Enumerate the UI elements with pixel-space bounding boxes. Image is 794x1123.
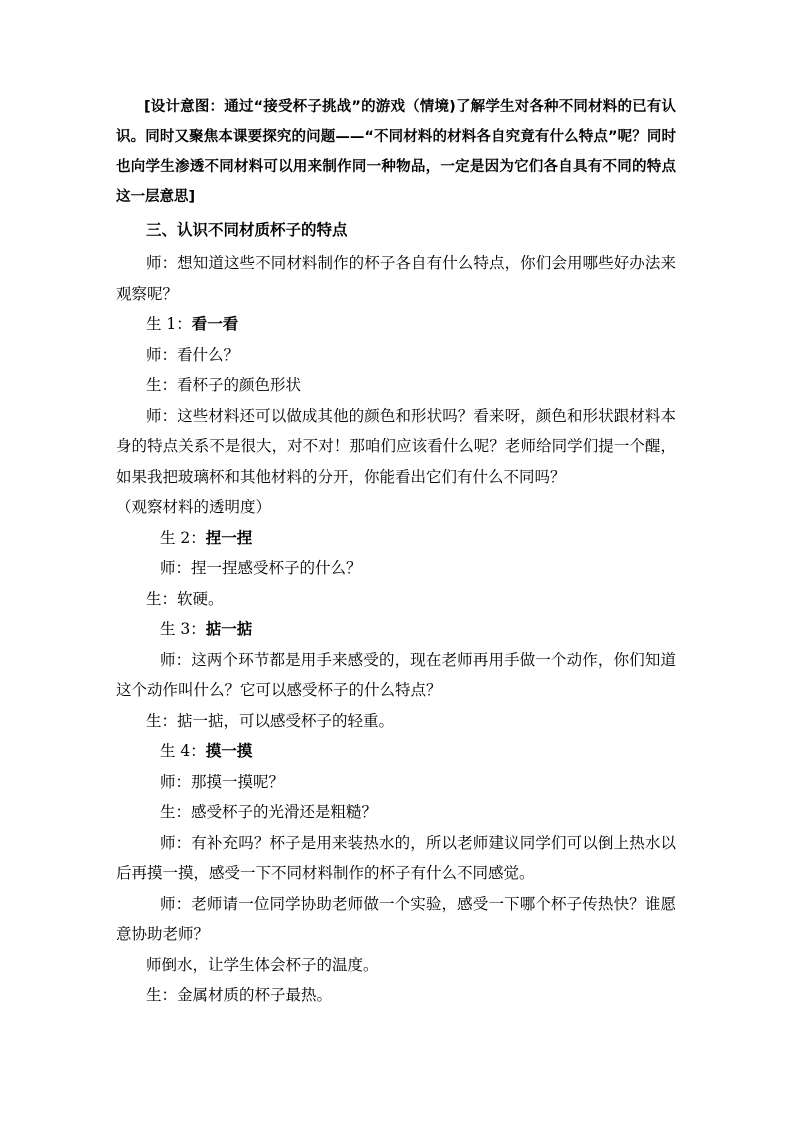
- section-heading: 三、认识不同材质杯子的特点: [146, 221, 348, 239]
- student-1-line: [116, 309, 676, 340]
- student-4-line: [116, 736, 676, 767]
- observe-transparency-note: （观察材料的透明度）: [116, 498, 272, 516]
- student-line-weight: 生：掂一掂，可以感受杯子的轻重。: [146, 711, 395, 730]
- student-3-line: [116, 614, 676, 645]
- method-pinch: 捏一捏: [205, 528, 253, 547]
- teacher-line-transparency: 师：这些材料还可以做成其他的颜色和形状吗？看来呀，颜色和形状跟材料本身的特点关系不是很大，对不对！那咱们应该看什么呢？老师给同学们提一个醒，如果我把玻璃杯和其他材料的分开，你能看出它们有什么不同吗？: [116, 406, 676, 486]
- teacher-line-weigh: 师：这两个环节都是用手来感受的，现在老师再用手做一个动作，你们知道这个动作叫什么？它可以感受杯子的什么特点？: [116, 650, 676, 699]
- teacher-line-experiment: 师：老师请一位同学协助老师做一个实验，感受一下哪个杯子传热快？谁愿意协助老师？: [116, 894, 676, 943]
- student-1-label: 生 1：: [146, 315, 192, 333]
- teacher-pours-water: 师倒水，让学生体会杯子的温度。: [146, 955, 379, 974]
- teacher-question-methods: 师：想知道这些不同材料制作的杯子各自有什么特点，你们会用哪些好办法来观察呢？: [116, 254, 676, 303]
- student-line-hardness: 生：软硬。: [146, 589, 224, 608]
- teacher-line-hot-water: 师：有补充吗？杯子是用来装热水的，所以老师建议同学们可以倒上热水以后再摸一摸，感受一下不同材料制作的杯子有什么不同感觉。: [116, 833, 676, 882]
- student-3-label: 生 3：: [160, 620, 206, 638]
- method-weigh: 掂一掂: [205, 620, 253, 638]
- method-touch: 摸一摸: [205, 742, 253, 760]
- student-2-line: [116, 523, 676, 554]
- teacher-line-pinch: 师：捏一捏感受杯子的什么？: [160, 559, 362, 577]
- document-body: [116, 92, 676, 1011]
- design-intent-note: [设计意图：通过“接受杯子挑战”的游戏（情境)了解学生对各种不同材料的已有认识。同时又聚焦本课要探究的问题——“不同材料的材料各自究竟有什么特点”呢？同时也向学生渗透不同材料可以用来制作同一种物品，一定是因为它们各自具有不同的特点这一层意思]: [116, 99, 676, 205]
- student-line-smoothness: 生：感受杯子的光滑还是粗糙？: [160, 803, 378, 821]
- teacher-line-touch: 师：那摸一摸呢？: [160, 772, 285, 791]
- student-line-color-shape: 生：看杯子的颜色形状: [146, 376, 302, 394]
- method-look: 看一看: [191, 315, 239, 333]
- teacher-line-look-what: 师：看什么？: [146, 345, 240, 364]
- student-4-label: 生 4：: [160, 742, 206, 760]
- student-2-label: 生 2：: [160, 528, 206, 547]
- student-line-metal-hottest: 生：金属材质的杯子最热。: [146, 986, 333, 1004]
